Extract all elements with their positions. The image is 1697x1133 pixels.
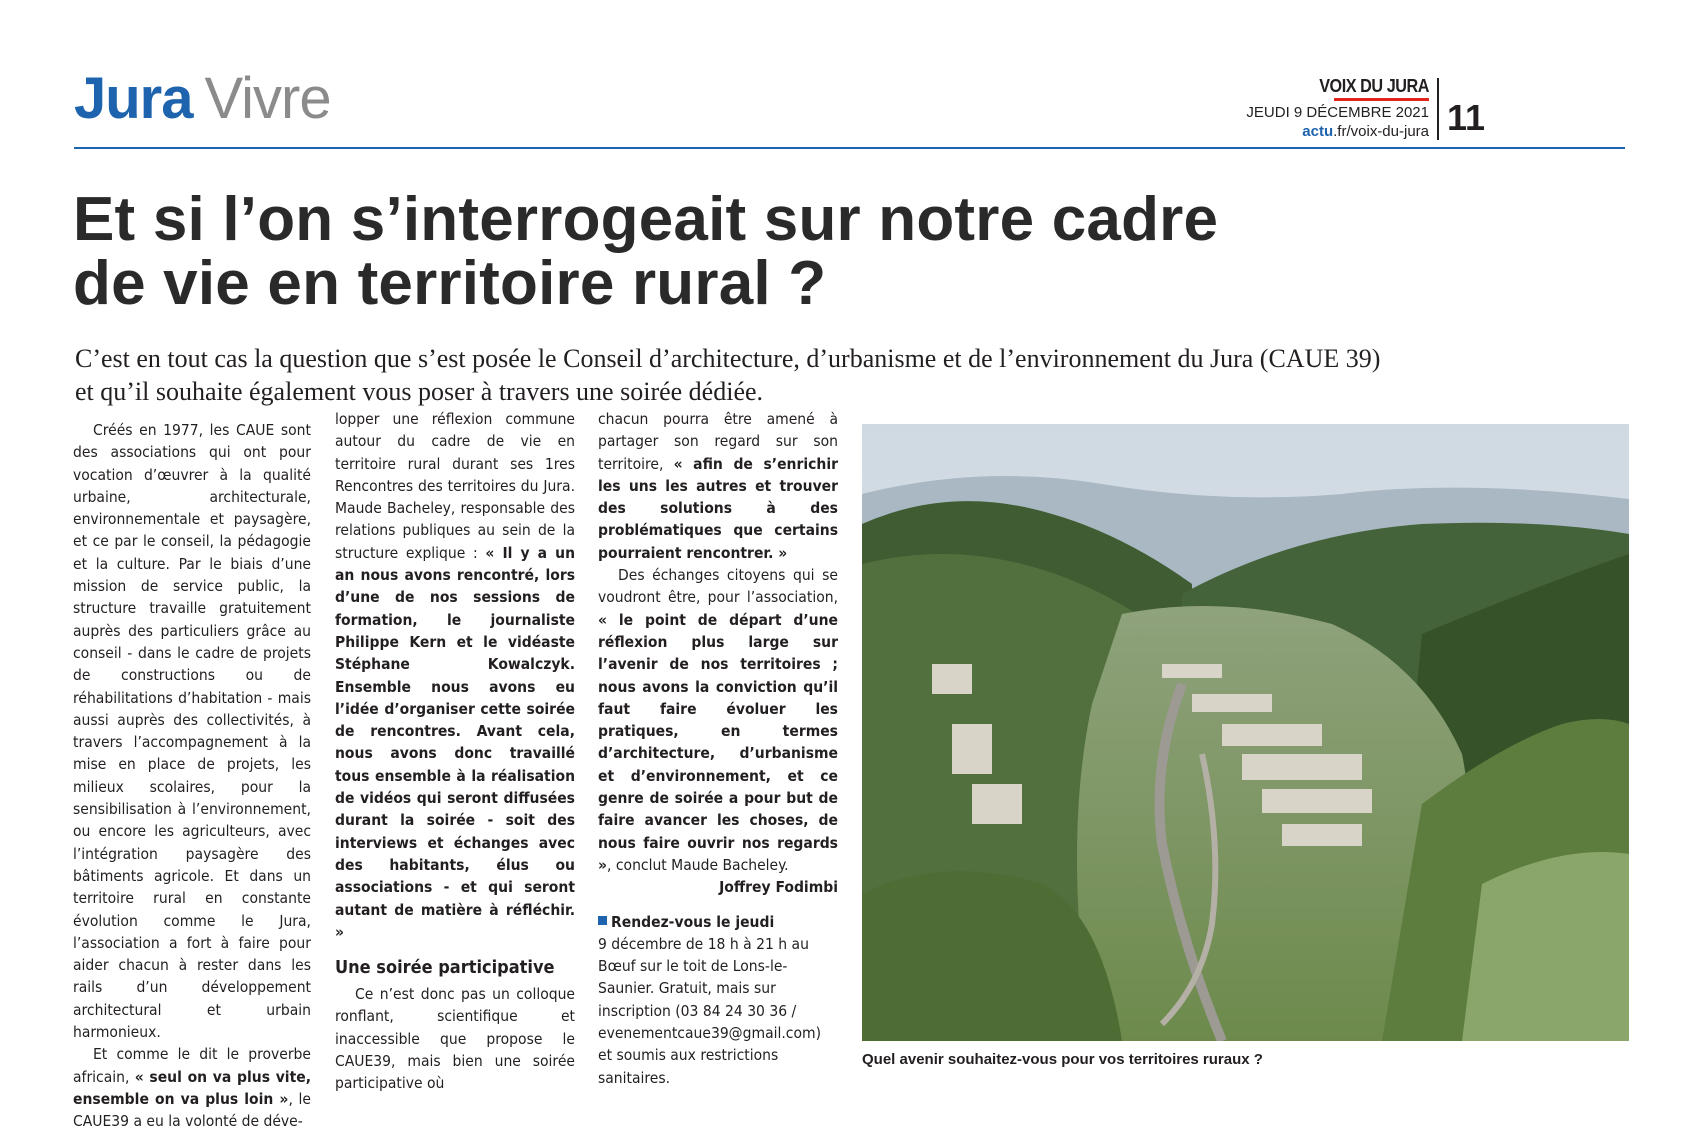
website-url-domain: actu — [1302, 123, 1334, 140]
page-number: 11 — [1447, 97, 1486, 138]
section-title-jura: Jura — [74, 66, 193, 131]
event-info-box — [598, 911, 838, 1089]
article-headline — [73, 185, 1633, 318]
valley-landscape-image — [862, 424, 1629, 1041]
article-column-1 — [73, 419, 311, 1133]
col2-p1-quote: « Il y a un an nous avons rencontré, lors d’une de nos sessions de formation, le journaliste Philippe Kern et le vidéaste Stéphane Kowalczyk. Ensemble nous avons eu l’idée d’organiser cette soirée de rencontres. Avant cela, nous avons donc travaillé tous ensemble à la réalisation de vidéos qui seront diffusées durant la soirée - soit des interviews et échanges avec des habitants, élus ou associations - et qui seront autant de matière à réfléchir. » — [335, 543, 575, 941]
article-column-3 — [598, 408, 838, 1089]
col3-p1-quote: « afin de s’enrichir les uns les autres et trouver des solutions à des problématiques que certains pourraient rencontrer. » — [598, 454, 838, 562]
article-author: Joffrey Fodimbi — [719, 878, 838, 897]
article-photo — [862, 424, 1629, 1041]
col3-p2-quote: « le point de départ d’une réflexion plus large sur l’avenir de nos territoires ; nous avons la conviction qu’il faut faire évoluer les pratiques, en termes d’architecture, d’urbanisme et d’environnement, et ce genre de soirée a pour but de faire avancer les choses, de nous faire ouvrir nos regards » — [598, 610, 838, 874]
event-details: 9 décembre de 18 h à 21 h au Bœuf sur le toit de Lons-le-Saunier. Gratuit, mais sur inscription (03 84 24 30 36 / evenementcaue39@gmail.com) et soumis aux restrictions sanitaires. — [598, 934, 822, 1087]
photo-caption: Quel avenir souhaitez-vous pour vos territoires ruraux ? — [862, 1051, 1263, 1068]
col1-p2-text-end: , le CAUE39 a eu la volonté de déve- — [73, 1089, 312, 1131]
newspaper-logo: VOIX DU JURA — [1319, 76, 1429, 96]
logo-underline — [1334, 98, 1429, 101]
col3-p2-text: Des échanges citoyens qui se voudront être, pour l’association, — [598, 566, 838, 607]
col3-paragraph-2 — [598, 564, 838, 876]
col2-p1-text: lopper une réflexion commune autour du cadre de vie en territoire rural durant ses 1res Rencontres des territoires du Jura. Maude Bacheley, responsable des relations publiques au sein de la structure explique : — [335, 410, 575, 562]
square-bullet-icon — [598, 916, 607, 925]
col3-paragraph-1 — [598, 408, 838, 564]
col3-p1-text: chacun pourra être amené à partager son regard sur son territoire, — [598, 410, 838, 473]
headline-line-2: de vie en territoire rural ? — [73, 249, 827, 318]
event-title-text: Rendez-vous le jeudi — [611, 912, 775, 931]
col1-p2-quote: « seul on va plus vite, ensemble on va plus loin » — [73, 1067, 311, 1108]
col1-p2-text: Et comme le dit le proverbe africain, — [73, 1045, 311, 1086]
section-title-vivre: Vivre — [204, 66, 331, 131]
col2-paragraph-2: Ce n’est donc pas un colloque ronflant, scientifique et inaccessible que propose le CAUE39, mais bien une soirée participative où — [335, 985, 575, 1093]
lede-line-1: C’est en tout cas la question que s’est posée le Conseil d’architecture, d’urbanisme et de l’environnement du Jura (CAUE 39) — [75, 344, 1381, 373]
section-title — [74, 66, 331, 131]
website-url-path: .fr/voix-du-jura — [1333, 123, 1429, 140]
website-url — [1302, 123, 1429, 140]
event-title — [598, 911, 838, 933]
article-column-2 — [335, 408, 575, 1095]
headline-line-1: Et si l’on s’interrogeait sur notre cadre — [73, 185, 1219, 254]
issue-date: JEUDI 9 DÉCEMBRE 2021 — [1246, 104, 1429, 121]
col2-paragraph-1 — [335, 408, 575, 943]
col1-paragraph-1: Créés en 1977, les CAUE sont des associations qui ont pour vocation d’œuvrer à la qualité urbaine, architecturale, environnementale et paysagère, et ce par le conseil, la pédagogie et la culture. Par le biais d’une mission de service public, la structure travaille gratuitement auprès des particuliers grâce au conseil - dans le cadre de projets de constructions ou de réhabilitations d’habitation - mais aussi auprès des collectivités, à travers l’accompagnement à la mise en place de projets, les milieux scolaires, pour la sensibilisation à l’environnement, ou encore les agriculteurs, avec l’intégration paysagère des bâtiments agricole. Et dans un territoire rural en constante évolution comme le Jura, l’association a fort à faire pour aider chacun à rester dans les rails d’un développement architectural et urbain harmonieux. — [73, 421, 311, 1042]
col1-paragraph-2 — [73, 1043, 311, 1132]
article-subhead: Une soirée participative — [335, 957, 555, 979]
header-separator — [1437, 78, 1439, 140]
col3-p2-text-end: , conclut Maude Bacheley. — [607, 855, 789, 874]
lede-line-2: et qu’il souhaite également vous poser à travers une soirée dédiée. — [75, 377, 764, 406]
header-rule — [74, 147, 1625, 149]
article-lede — [75, 342, 1635, 408]
